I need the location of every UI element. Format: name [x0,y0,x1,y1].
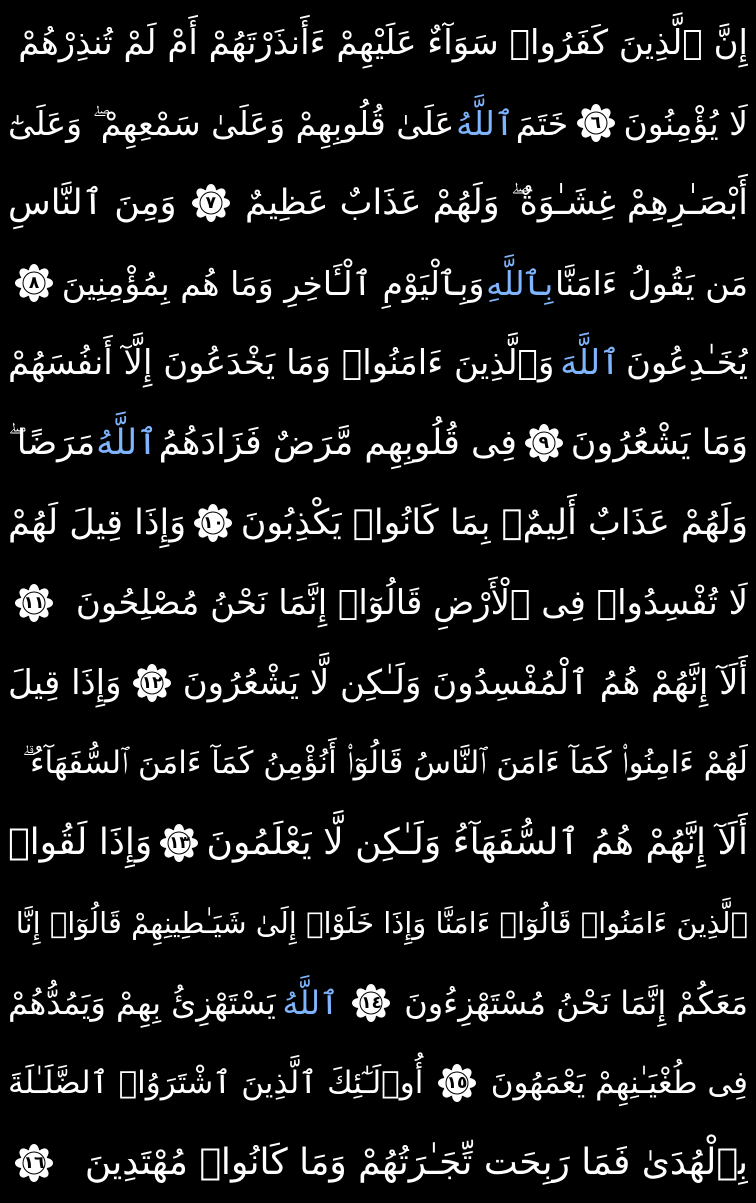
verse-text: إِنَّ ٱلَّذِينَ كَفَرُوا۟ سَوَآءٌ عَلَيْهِمْ ءَأَنذَرْتَهُمْ أَمْ لَمْ تُنذِرْهُمْ [18,23,748,63]
verse-line [8,403,748,483]
ayah-end-marker [576,103,616,143]
ayah-end-marker [159,823,199,863]
ayah-end-marker [193,503,233,543]
ayah-number: ٩ [538,432,550,453]
verse-text: عَلَىٰ قُلُوبِهِمْ وَعَلَىٰ سَمْعِهِمْ ۖ وَعَلَىٰٓ [8,103,455,143]
verse-text: خَتَمَ [515,103,569,143]
verse-line [8,3,748,83]
verse-line [8,1043,748,1123]
ayah-number: ٨ [28,272,40,293]
ayah-number: ٧ [205,192,216,213]
ayah-end-marker [524,423,564,463]
verse-text: لَهُمْ ءَامِنُوا۟ كَمَآ ءَامَنَ ٱلنَّاسُ قَالُوٓا۟ أَنُؤْمِنُ كَمَآ ءَامَنَ ٱلسُّفَهَآءُ ۗ [22,744,748,781]
verse-line [8,323,748,403]
verse-text: وَمَا يَشْعُرُونَ [570,422,748,463]
ayah-number: ١٦ [23,1152,45,1173]
ayah-number: ١٠ [203,512,224,533]
ayah-end-marker [132,663,172,703]
verse-text: وَمِنَ ٱلنَّاسِ [8,182,177,223]
ayah-end-marker [14,263,54,303]
verse-text: وَإِذَا قِيلَ [8,663,122,703]
ayah-number: ١٣ [169,832,190,853]
verse-text: لَا تُفْسِدُوا۟ فِى ٱلْأَرْضِ قَالُوٓا۟ إِنَّمَا نَحْنُ مُصْلِحُونَ [75,583,748,623]
verse-text: أَلَآ إِنَّهُمْ هُمُ ٱلْمُفْسِدُونَ وَلَـٰكِن لَّا يَشْعُرُونَ [182,663,748,703]
verse-text: أَبْصَـٰرِهِمْ غِشَـٰوَةٌ ۖ وَلَهُمْ عَذَابٌ عَظِيمٌ [245,182,748,223]
ayah-number: ٦ [590,112,602,133]
verse-text: وَلَهُمْ عَذَابٌ أَلِيمٌۢ بِمَا كَانُوا۟ يَكْذِبُونَ [240,502,748,543]
ayah-number: ١٤ [361,992,382,1013]
verse-text: أَلَآ إِنَّهُمْ هُمُ ٱلسُّفَهَآءُ وَلَـٰكِن لَّا يَعْلَمُونَ [206,822,748,863]
verse-text: ٱلَّذِينَ ءَامَنُوا۟ قَالُوٓا۟ ءَامَنَّا وَإِذَا خَلَوْا۟ إِلَىٰ شَيَـٰطِينِهِمْ قَالُوٓا۟ إِنَّا [15,905,748,940]
verse-text: بِٱلْهُدَىٰ فَمَا رَبِحَت تِّجَـٰرَتُهُمْ وَمَا كَانُوا۟ مُهْتَدِينَ [84,1142,748,1183]
verse-line [8,243,748,323]
verse-line [8,643,748,723]
ayah-number: ١٥ [446,1072,468,1093]
verse-text: مَرَضًا ۖ [8,422,96,463]
verse-line [8,803,748,883]
verse-text: لَا يُؤْمِنُونَ [623,103,748,143]
divine-name-text: ٱللَّهُ [282,984,339,1022]
verse-line [8,963,748,1043]
verse-text: مَن يَقُولُ ءَامَنَّا [554,263,748,303]
divine-name-text: ٱللَّهُ [96,422,158,463]
verse-text: أُو۟لَـٰٓئِكَ ٱلَّذِينَ ٱشْتَرَوُا۟ ٱلضَّلَـٰلَةَ [8,1064,424,1101]
verse-line [8,883,748,963]
verse-text: وَإِذَا قِيلَ لَهُمْ [8,502,187,543]
ayah-number: ١٢ [141,672,163,693]
verse-line [8,83,748,163]
ayah-end-marker [191,183,231,223]
ayah-end-marker [351,983,391,1023]
ayah-end-marker [14,1143,54,1183]
verse-text: يُخَـٰدِعُونَ [625,343,748,383]
verse-text: وَبِٱلْيَوْمِ ٱلْـَٔاخِرِ وَمَا هُم بِمُؤْمِنِينَ [61,263,485,303]
verse-text: وَإِذَا لَقُوا۟ [8,822,153,863]
verse-line [8,1123,748,1203]
verse-text: وَٱلَّذِينَ ءَامَنُوا۟ وَمَا يَخْدَعُونَ إِلَّآ أَنفُسَهُمْ [8,343,555,383]
verse-text: فِى قُلُوبِهِم مَّرَضٌ فَزَادَهُمُ [158,422,517,463]
verse-line [8,563,748,643]
verse-line [8,163,748,243]
divine-name-text: ٱللَّهَ [560,343,621,383]
ayah-end-marker [14,583,54,623]
verse-text: فِى طُغْيَـٰنِهِمْ يَعْمَهُونَ [490,1064,748,1101]
verse-text: مَعَكُمْ إِنَّمَا نَحْنُ مُسْتَهْزِءُونَ [404,984,748,1022]
ayah-end-marker [437,1063,477,1103]
ayah-number: ١١ [23,592,45,613]
verse-text: يَسْتَهْزِئُ بِهِمْ وَيَمُدُّهُمْ [8,984,276,1022]
verse-line [8,483,748,563]
divine-name-text: بِٱللَّهِ [486,263,554,303]
divine-name-text: ٱللَّهُ [456,103,515,143]
verse-line [8,723,748,803]
